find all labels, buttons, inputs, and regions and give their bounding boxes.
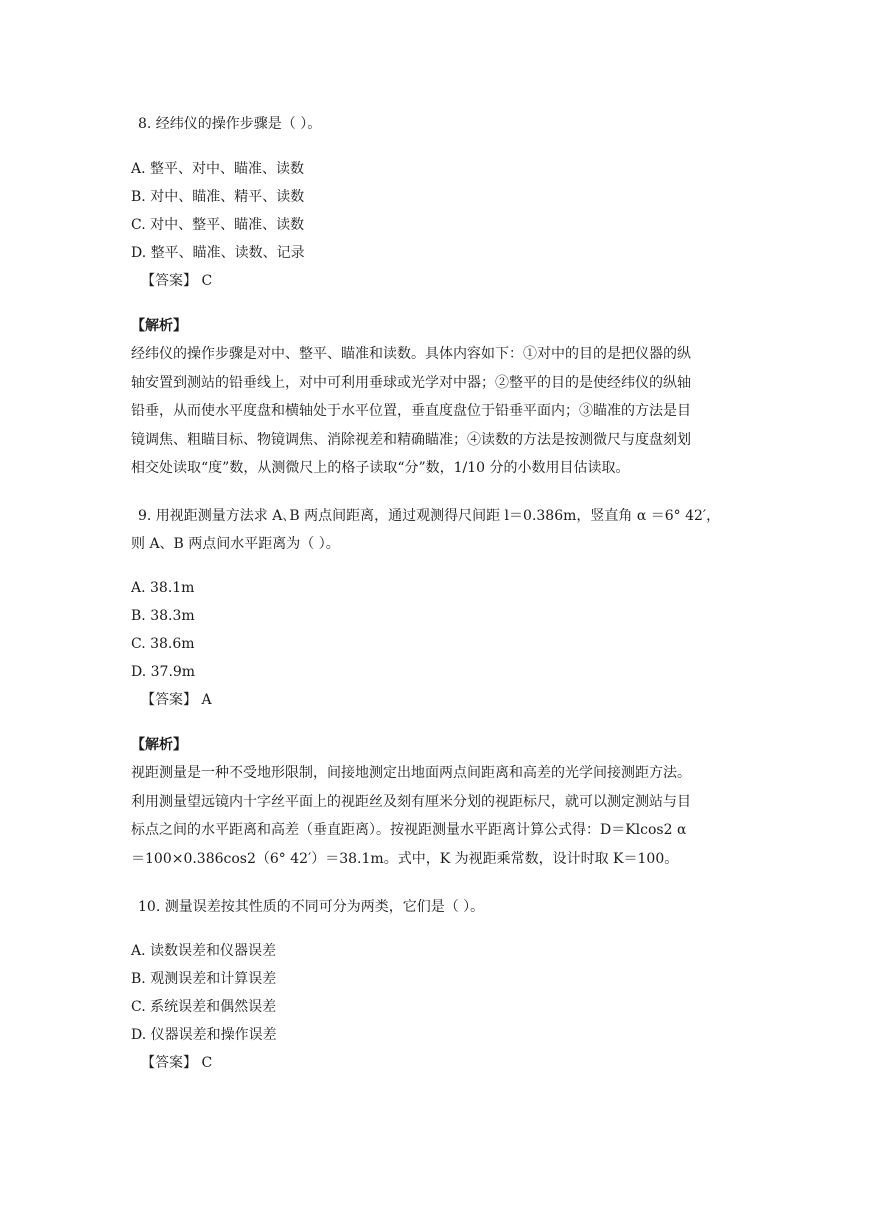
- question-10-title: 10. 测量误差按其性质的不同可分为两类，它们是（ ）。: [138, 899, 485, 915]
- question-8-option-a: A. 整平、对中、瞄准、读数: [131, 161, 305, 177]
- question-8-option-c: C. 对中、整平、瞄准、读数: [131, 217, 305, 233]
- question-8-answer: 【答案】 C: [141, 273, 213, 289]
- question-9-answer: 【答案】 A: [141, 692, 212, 708]
- analysis-line: 相交处读取“度”数，从测微尺上的格子读取“分”数，1/10 分的小数用目估读取。: [131, 460, 630, 476]
- question-8-option-b: B. 对中、瞄准、精平、读数: [131, 189, 305, 205]
- analysis-line: ＝100×0.386cos2（6° 42′）＝38.1m。式中，K 为视距乘常数，设计时取 K＝100。: [131, 850, 679, 867]
- question-9-option-a: A. 38.1m: [131, 580, 195, 596]
- analysis-line: 轴安置到测站的铅垂线上，对中可利用垂球或光学对中器；②整平的目的是使经纬仪的纵轴: [131, 374, 691, 391]
- question-8-analysis-label: 【解析】: [131, 318, 187, 334]
- question-8-title: 8. 经纬仪的操作步骤是（ ）。: [138, 116, 322, 132]
- analysis-line: 视距测量是一种不受地形限制，间接地测定出地面两点间距离和高差的光学间接测距方法。: [131, 765, 691, 781]
- question-9-analysis-label: 【解析】: [131, 737, 187, 753]
- question-10-answer: 【答案】 C: [141, 1055, 213, 1071]
- question-9-option-d: D. 37.9m: [131, 664, 196, 680]
- question-10-option-a: A. 读数误差和仪器误差: [131, 943, 277, 959]
- question-9-option-c: C. 38.6m: [131, 636, 195, 652]
- analysis-line: 经纬仪的操作步骤是对中、整平、瞄准和读数。具体内容如下：①对中的目的是把仪器的纵: [131, 346, 691, 362]
- question-10-option-b: B. 观测误差和计算误差: [131, 971, 277, 987]
- analysis-line: 镜调焦、粗瞄目标、物镜调焦、消除视差和精确瞄准；④读数的方法是按测微尺与度盘刻划: [131, 431, 691, 448]
- question-9-title-line-2: 则 A、B 两点间水平距离为（ ）。: [131, 536, 340, 552]
- question-9-title-line-1: 9. 用视距测量方法求 A､B 两点间距离，通过观测得尺间距 l＝0.386m，竖直角 α ＝6° 42′，: [138, 508, 721, 524]
- analysis-line: 铅垂，从而使水平度盘和横轴处于水平位置，垂直度盘位于铅垂平面内；③瞄准的方法是目: [131, 403, 691, 419]
- question-9-option-b: B. 38.3m: [131, 608, 195, 624]
- question-8-option-d: D. 整平、瞄准、读数、记录: [131, 245, 305, 261]
- question-10-option-c: C. 系统误差和偶然误差: [131, 999, 277, 1015]
- question-10-option-d: D. 仪器误差和操作误差: [131, 1027, 277, 1043]
- analysis-line: 标点之间的水平距离和高差（垂直距离）。按视距测量水平距离计算公式得：D＝Klcos2 α: [131, 822, 687, 838]
- question-8-analysis: [131, 340, 743, 483]
- question-9-analysis: [131, 759, 743, 873]
- analysis-line: 利用测量望远镜内十字丝平面上的视距丝及刻有厘米分划的视距标尺，就可以测定测站与目: [131, 793, 691, 810]
